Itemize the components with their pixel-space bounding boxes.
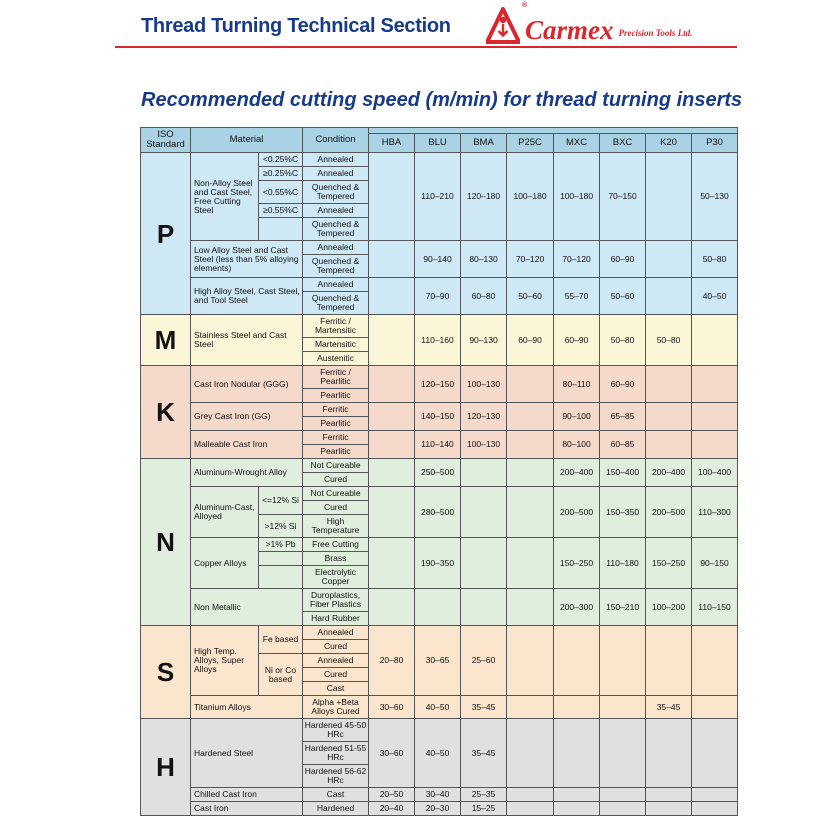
spec-cell: <0.25%C xyxy=(259,153,303,167)
value-cell: 280–500 xyxy=(415,487,461,538)
value-cell xyxy=(692,626,738,696)
table-row xyxy=(141,403,738,417)
value-cell xyxy=(507,719,554,788)
material-cell: Low Alloy Steel and Cast Steel (less than 5% alloying elements) xyxy=(191,241,303,278)
value-cell: 50–60 xyxy=(507,278,554,315)
value-cell: 120–130 xyxy=(461,403,507,431)
value-cell xyxy=(646,719,692,788)
value-cell: 70–90 xyxy=(415,278,461,315)
value-cell: 100–130 xyxy=(461,431,507,459)
material-cell: Titanium Alloys xyxy=(191,696,303,719)
condition-cell: Cast xyxy=(303,682,369,696)
value-cell: 55–70 xyxy=(554,278,600,315)
value-cell: 100–180 xyxy=(507,153,554,241)
value-cell xyxy=(692,719,738,788)
value-cell xyxy=(369,538,415,589)
condition-cell: Annealed xyxy=(303,241,369,255)
column-header-condition: Condition xyxy=(303,128,369,153)
value-cell: 80–100 xyxy=(554,431,600,459)
value-cell: 60–90 xyxy=(600,241,646,278)
value-cell xyxy=(369,487,415,538)
value-cell: 110–160 xyxy=(415,315,461,366)
value-cell xyxy=(507,696,554,719)
table-row xyxy=(141,459,738,473)
value-cell xyxy=(692,788,738,802)
value-cell xyxy=(507,366,554,403)
value-cell: 90–150 xyxy=(692,538,738,589)
value-cell xyxy=(554,719,600,788)
spec-cell xyxy=(259,218,303,241)
value-cell xyxy=(507,802,554,816)
condition-cell: Hardened 56-62 HRc xyxy=(303,765,369,788)
iso-letter-cell: P xyxy=(141,153,191,315)
condition-cell: Ferritic / Martensitic xyxy=(303,315,369,338)
value-cell: 100–180 xyxy=(554,153,600,241)
carmex-logo xyxy=(486,5,692,45)
spec-cell xyxy=(259,552,303,566)
column-header-grade: BMA xyxy=(461,134,507,153)
condition-cell: Quenched & Tempered xyxy=(303,255,369,278)
condition-cell: Quenched & Tempered xyxy=(303,292,369,315)
spec-cell: <0.55%C xyxy=(259,181,303,204)
value-cell: 30–40 xyxy=(415,788,461,802)
value-cell: 110–150 xyxy=(692,589,738,626)
value-cell: 200–400 xyxy=(554,459,600,487)
table-row xyxy=(141,315,738,338)
value-cell: 190–350 xyxy=(415,538,461,589)
brand-suffix: Precision Tools Ltd. xyxy=(618,28,693,38)
value-cell: 50–80 xyxy=(600,315,646,366)
condition-cell: Pearlitic xyxy=(303,445,369,459)
condition-cell: Annealed xyxy=(303,204,369,218)
condition-cell: Annealed xyxy=(303,167,369,181)
value-cell: 100–200 xyxy=(646,589,692,626)
brand-name: Carmex xyxy=(525,15,614,45)
value-cell xyxy=(646,153,692,241)
condition-cell: Hardened xyxy=(303,802,369,816)
iso-letter-cell: H xyxy=(141,719,191,816)
value-cell: 200–500 xyxy=(554,487,600,538)
table-title: Recommended cutting speed (m/min) for thread turning inserts xyxy=(141,89,743,111)
material-cell: Aluminum-Cast, Alloyed xyxy=(191,487,259,538)
value-cell xyxy=(369,278,415,315)
value-cell: 90–140 xyxy=(415,241,461,278)
spec-cell xyxy=(259,566,303,589)
value-cell: 20–50 xyxy=(369,788,415,802)
value-cell: 70–120 xyxy=(554,241,600,278)
value-cell: 70–150 xyxy=(600,153,646,241)
condition-cell: Annealed xyxy=(303,153,369,167)
condition-cell: High Temperature xyxy=(303,515,369,538)
value-cell xyxy=(461,487,507,538)
column-header-grade: HBA xyxy=(369,134,415,153)
value-cell: 200–500 xyxy=(646,487,692,538)
value-cell xyxy=(461,538,507,589)
condition-cell: Free Cutting xyxy=(303,538,369,552)
value-cell: 250–500 xyxy=(415,459,461,487)
value-cell xyxy=(600,719,646,788)
column-header-iso: ISO Standard xyxy=(141,128,191,153)
condition-cell: Martensitic xyxy=(303,338,369,352)
value-cell xyxy=(507,487,554,538)
table-row xyxy=(141,589,738,612)
condition-cell: Not Cureable xyxy=(303,487,369,501)
column-header-grade: BLU xyxy=(415,134,461,153)
value-cell: 30–60 xyxy=(369,719,415,788)
value-cell xyxy=(461,589,507,626)
value-cell xyxy=(554,626,600,696)
condition-cell: Cured xyxy=(303,473,369,487)
table-row xyxy=(141,788,738,802)
value-cell xyxy=(600,626,646,696)
value-cell: 150–250 xyxy=(646,538,692,589)
value-cell xyxy=(600,788,646,802)
value-cell: 20–30 xyxy=(415,802,461,816)
value-cell xyxy=(369,153,415,241)
value-cell: 60–90 xyxy=(600,366,646,403)
value-cell: 20–80 xyxy=(369,626,415,696)
table-row xyxy=(141,278,738,292)
condition-cell: Duroplastics, Fiber Plastics xyxy=(303,589,369,612)
value-cell: 40–50 xyxy=(415,719,461,788)
material-cell: High Alloy Steel, Cast Steel, and Tool Steel xyxy=(191,278,303,315)
value-cell: 200–400 xyxy=(646,459,692,487)
value-cell xyxy=(646,802,692,816)
value-cell xyxy=(692,431,738,459)
table-row xyxy=(141,696,738,719)
material-cell: Chilled Cast Iron xyxy=(191,788,303,802)
value-cell xyxy=(369,241,415,278)
value-cell xyxy=(369,431,415,459)
value-cell xyxy=(600,696,646,719)
condition-cell: Annealed xyxy=(303,278,369,292)
value-cell xyxy=(554,696,600,719)
material-cell: Cast Iron xyxy=(191,802,303,816)
value-cell: 150–250 xyxy=(554,538,600,589)
value-cell: 15–25 xyxy=(461,802,507,816)
value-cell xyxy=(646,241,692,278)
value-cell xyxy=(692,802,738,816)
material-cell: Hardened Steel xyxy=(191,719,303,788)
condition-cell: Ferritic xyxy=(303,403,369,417)
registered-mark: ® xyxy=(522,2,528,9)
condition-cell: Hardened 51-55 HRc xyxy=(303,742,369,765)
condition-cell: Pearlitic xyxy=(303,417,369,431)
page-title: Thread Turning Technical Section xyxy=(141,15,451,37)
value-cell: 100–400 xyxy=(692,459,738,487)
value-cell: 80–130 xyxy=(461,241,507,278)
value-cell: 90–100 xyxy=(554,403,600,431)
material-cell: Aluminum-Wrought Alloy xyxy=(191,459,303,487)
material-cell: Malleable Cast Iron xyxy=(191,431,303,459)
value-cell: 120–180 xyxy=(461,153,507,241)
value-cell xyxy=(554,788,600,802)
condition-cell: Ferritic / Pearlitic xyxy=(303,366,369,389)
value-cell: 200–300 xyxy=(554,589,600,626)
iso-letter-cell: N xyxy=(141,459,191,626)
value-cell xyxy=(507,431,554,459)
value-cell: 140–150 xyxy=(415,403,461,431)
value-cell: 35–45 xyxy=(461,719,507,788)
value-cell xyxy=(692,315,738,366)
value-cell: 150–350 xyxy=(600,487,646,538)
iso-letter-cell: M xyxy=(141,315,191,366)
spec-cell: <=12% Si xyxy=(259,487,303,515)
condition-cell: Quenched & Tempered xyxy=(303,218,369,241)
material-cell: Non Metallic xyxy=(191,589,303,626)
value-cell: 120–150 xyxy=(415,366,461,403)
value-cell xyxy=(369,366,415,403)
condition-cell: Hard Rubber xyxy=(303,612,369,626)
table-row xyxy=(141,626,738,640)
value-cell: 100–130 xyxy=(461,366,507,403)
condition-cell: Electrolytic Copper xyxy=(303,566,369,589)
value-cell xyxy=(646,278,692,315)
condition-cell: Brass xyxy=(303,552,369,566)
value-cell: 150–400 xyxy=(600,459,646,487)
table-row xyxy=(141,538,738,552)
carmex-logo-mark xyxy=(486,5,520,45)
value-cell: 50–80 xyxy=(692,241,738,278)
condition-cell: Alpha +Beta Alloys Cured xyxy=(303,696,369,719)
condition-cell: Annealed xyxy=(303,654,369,668)
condition-cell: Not Cureable xyxy=(303,459,369,473)
value-cell: 150–210 xyxy=(600,589,646,626)
value-cell xyxy=(600,802,646,816)
value-cell xyxy=(507,788,554,802)
material-cell: High Temp. Alloys, Super Alloys xyxy=(191,626,259,696)
value-cell xyxy=(507,403,554,431)
condition-cell: Ferritic xyxy=(303,431,369,445)
condition-cell: Pearlitic xyxy=(303,389,369,403)
condition-cell: Hardened 45-50 HRc xyxy=(303,719,369,742)
value-cell: 65–85 xyxy=(600,403,646,431)
value-cell xyxy=(507,589,554,626)
value-cell: 25–60 xyxy=(461,626,507,696)
value-cell xyxy=(554,802,600,816)
value-cell xyxy=(646,431,692,459)
value-cell xyxy=(507,459,554,487)
value-cell xyxy=(369,589,415,626)
material-cell: Copper Alloys xyxy=(191,538,259,589)
value-cell: 110–140 xyxy=(415,431,461,459)
value-cell xyxy=(646,626,692,696)
column-header-grade: BXC xyxy=(600,134,646,153)
spec-cell: Fe based xyxy=(259,626,303,654)
value-cell: 60–90 xyxy=(507,315,554,366)
spec-cell: ≥0.25%C xyxy=(259,167,303,181)
spec-cell: >1% Pb xyxy=(259,538,303,552)
spec-cell: Ni or Co based xyxy=(259,654,303,696)
value-cell: 60–85 xyxy=(600,431,646,459)
condition-cell: Cured xyxy=(303,640,369,654)
material-cell: Stainless Steel and Cast Steel xyxy=(191,315,303,366)
value-cell xyxy=(369,459,415,487)
value-cell: 35–45 xyxy=(461,696,507,719)
value-cell: 110–210 xyxy=(415,153,461,241)
table-row xyxy=(141,153,738,167)
value-cell: 60–90 xyxy=(554,315,600,366)
value-cell: 35–45 xyxy=(646,696,692,719)
value-cell: 60–80 xyxy=(461,278,507,315)
material-cell: Cast Iron Nodular (GGG) xyxy=(191,366,303,403)
value-cell: 70–120 xyxy=(507,241,554,278)
table-row xyxy=(141,487,738,501)
value-cell: 90–130 xyxy=(461,315,507,366)
value-cell: 40–50 xyxy=(415,696,461,719)
value-cell xyxy=(369,403,415,431)
value-cell xyxy=(646,788,692,802)
value-cell: 30–65 xyxy=(415,626,461,696)
value-cell xyxy=(369,315,415,366)
value-cell xyxy=(646,366,692,403)
value-cell xyxy=(692,366,738,403)
condition-cell: Austenitic xyxy=(303,352,369,366)
column-header-grade: P30 xyxy=(692,134,738,153)
table-row xyxy=(141,241,738,255)
condition-cell: Annealed xyxy=(303,626,369,640)
condition-cell: Quenched & Tempered xyxy=(303,181,369,204)
value-cell xyxy=(461,459,507,487)
column-header-grade: P25C xyxy=(507,134,554,153)
iso-letter-cell: K xyxy=(141,366,191,459)
value-cell: 30–60 xyxy=(369,696,415,719)
value-cell xyxy=(507,538,554,589)
value-cell: 50–80 xyxy=(646,315,692,366)
value-cell: 110–180 xyxy=(600,538,646,589)
cutting-speed-table xyxy=(140,127,738,816)
value-cell: 50–60 xyxy=(600,278,646,315)
column-header-material: Material xyxy=(191,128,303,153)
value-cell: 40–50 xyxy=(692,278,738,315)
table-row xyxy=(141,802,738,816)
spec-cell: >12% Si xyxy=(259,515,303,538)
column-header-grade: MXC xyxy=(554,134,600,153)
column-header-grade: K20 xyxy=(646,134,692,153)
table-row xyxy=(141,431,738,445)
spec-cell: ≥0.55%C xyxy=(259,204,303,218)
value-cell xyxy=(507,626,554,696)
value-cell xyxy=(646,403,692,431)
material-cell: Non-Alloy Steel and Cast Steel, Free Cutting Steel xyxy=(191,153,259,241)
iso-letter-cell: S xyxy=(141,626,191,719)
material-cell: Grey Cast Iron (GG) xyxy=(191,403,303,431)
condition-cell: Cast xyxy=(303,788,369,802)
value-cell: 50–130 xyxy=(692,153,738,241)
value-cell: 20–40 xyxy=(369,802,415,816)
value-cell xyxy=(415,589,461,626)
value-cell: 110–300 xyxy=(692,487,738,538)
header-divider xyxy=(115,46,737,48)
condition-cell: Cured xyxy=(303,501,369,515)
value-cell xyxy=(692,696,738,719)
value-cell: 80–110 xyxy=(554,366,600,403)
table-row xyxy=(141,719,738,742)
table-row xyxy=(141,366,738,389)
condition-cell: Cured xyxy=(303,668,369,682)
value-cell: 25–35 xyxy=(461,788,507,802)
value-cell xyxy=(692,403,738,431)
